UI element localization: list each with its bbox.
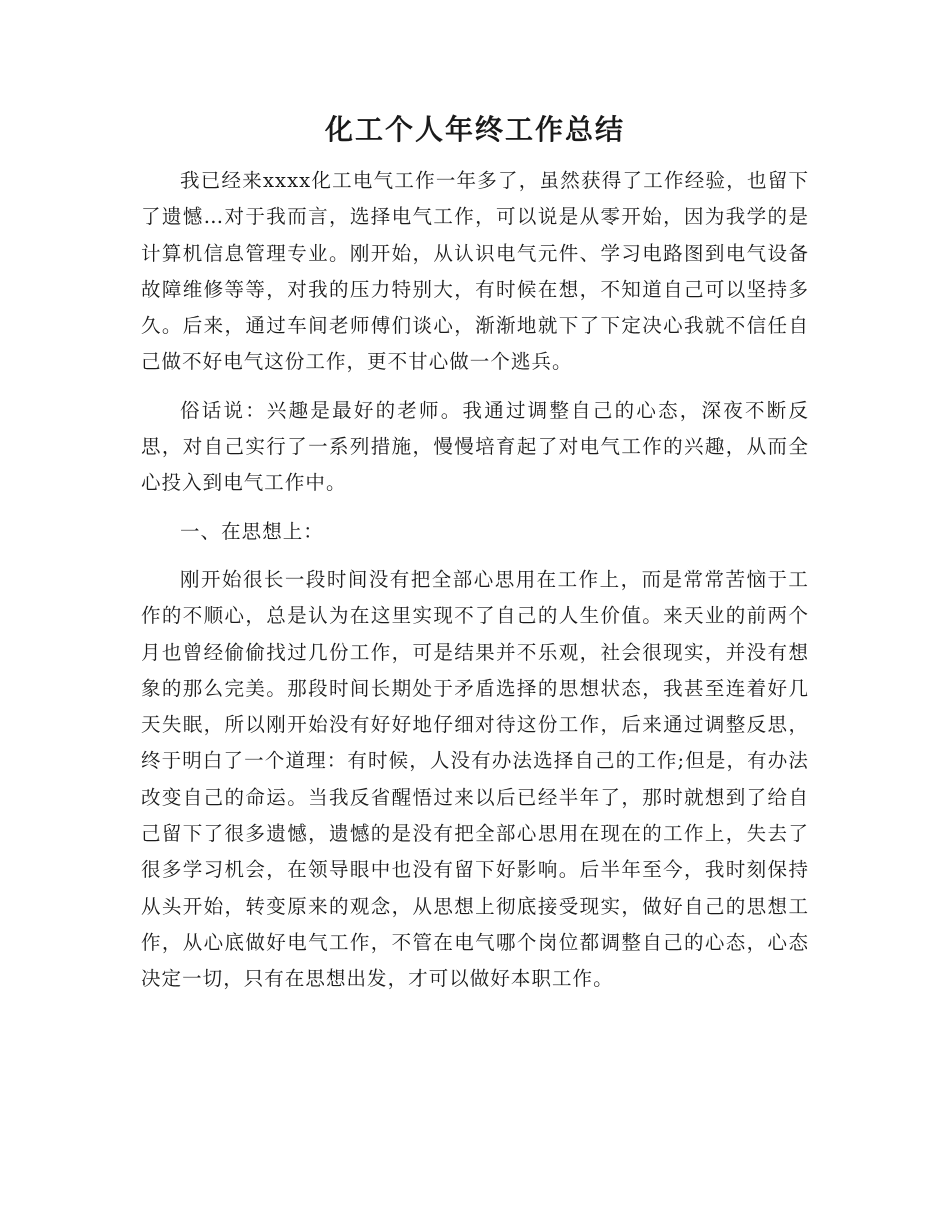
section-heading-thought: 一、在思想上： <box>180 519 324 543</box>
document-body <box>141 163 809 998</box>
paragraph-intro: 我已经来xxxx化工电气工作一年多了，虽然获得了工作经验，也留下了遗憾…对于我而言，选择电气工作，可以说是从零开始，因为我学的是计算机信息管理专业。刚开始，从认识电气元件、学习电路图到电气设备故障维修等等，对我的压力特别大，有时候在想，不知道自己可以坚持多久。后来，通过车间老师傅们谈心，渐渐地就下了下定决心我就不信任自己做不好电气这份工作，更不甘心做一个逃兵。 <box>141 169 809 374</box>
paragraph-thought: 刚开始很长一段时间没有把全部心思用在工作上，而是常常苦恼于工作的不顺心，总是认为在这里实现不了自己的人生价值。来天业的前两个月也曾经偷偷找过几份工作，可是结果并不乐观，社会很现实，并没有想象的那么完美。那段时间长期处于矛盾选择的思想状态，我甚至连着好几天失眠，所以刚开始没有好好地仔细对待这份工作，后来通过调整反思，终于明白了一个道理：有时候，人没有办法选择自己的工作;但是，有办法改变自己的命运。当我反省醒悟过来以后已经半年了，那时就想到了给自己留下了很多遗憾，遗憾的是没有把全部心思用在现在的工作上，失去了很多学习机会，在领导眼中也没有留下好影响。后半年至今，我时刻保持从头开始，转变原来的观念，从思想上彻底接受现实，做好自己的思想工作，从心底做好电气工作，不管在电气哪个岗位都调整自己的心态，心态决定一切，只有在思想出发，才可以做好本职工作。 <box>141 567 809 991</box>
document-title: 化工个人年终工作总结 <box>324 113 625 146</box>
paragraph-interest: 俗话说：兴趣是最好的老师。我通过调整自己的心态，深夜不断反思，对自己实行了一系列措施，慢慢培育起了对电气工作的兴趣，从而全心投入到电气工作中。 <box>141 398 809 495</box>
